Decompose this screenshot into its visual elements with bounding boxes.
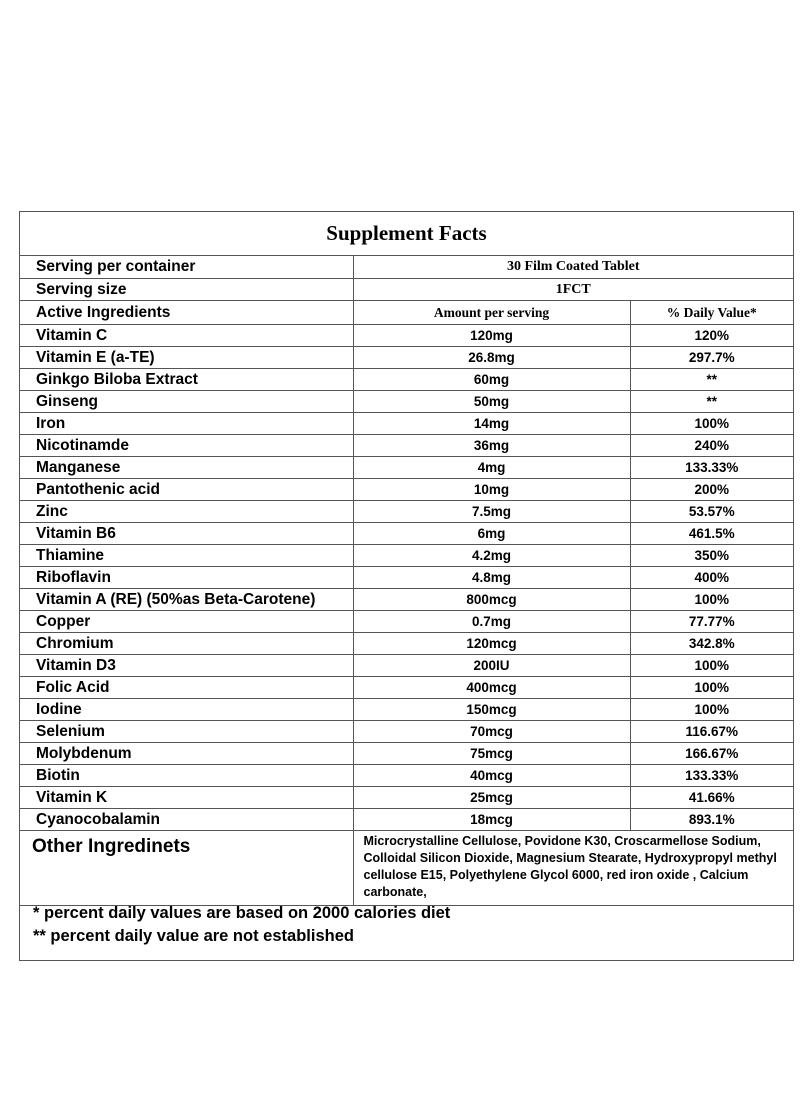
- ingredient-daily-value: 53.57%: [630, 501, 793, 523]
- ingredient-amount: 18mcg: [353, 809, 630, 831]
- ingredient-name: Cyanocobalamin: [20, 809, 353, 831]
- ingredient-daily-value: **: [630, 391, 793, 413]
- ingredient-row: [20, 677, 793, 699]
- ingredient-row: [20, 479, 793, 501]
- ingredient-name: Molybdenum: [20, 743, 353, 765]
- serving-per-container-value: 30 Film Coated Tablet: [353, 255, 793, 279]
- ingredient-amount: 36mg: [353, 435, 630, 457]
- ingredient-row: [20, 435, 793, 457]
- ingredient-amount: 4.8mg: [353, 567, 630, 589]
- ingredient-row: [20, 523, 793, 545]
- ingredient-name: Iodine: [20, 699, 353, 721]
- ingredient-row: [20, 721, 793, 743]
- ingredient-daily-value: 297.7%: [630, 347, 793, 369]
- ingredient-daily-value: 350%: [630, 545, 793, 567]
- ingredient-name: Ginkgo Biloba Extract: [20, 369, 353, 391]
- ingredient-row: [20, 545, 793, 567]
- serving-size-row: [20, 279, 793, 301]
- ingredient-name: Vitamin K: [20, 787, 353, 809]
- ingredient-row: [20, 765, 793, 787]
- ingredient-name: Vitamin E (a-TE): [20, 347, 353, 369]
- ingredient-daily-value: 342.8%: [630, 633, 793, 655]
- serving-size-label: Serving size: [20, 279, 353, 301]
- serving-per-container-label: Serving per container: [20, 255, 353, 279]
- ingredient-name: Selenium: [20, 721, 353, 743]
- ingredient-name: Nicotinamde: [20, 435, 353, 457]
- ingredient-daily-value: 893.1%: [630, 809, 793, 831]
- ingredient-daily-value: 133.33%: [630, 765, 793, 787]
- active-ingredients-header: Active Ingredients: [20, 301, 353, 325]
- ingredient-amount: 70mcg: [353, 721, 630, 743]
- ingredient-name: Copper: [20, 611, 353, 633]
- ingredient-daily-value: 116.67%: [630, 721, 793, 743]
- ingredient-name: Iron: [20, 413, 353, 435]
- panel-title: Supplement Facts: [20, 212, 793, 256]
- ingredient-amount: 10mg: [353, 479, 630, 501]
- ingredient-amount: 4.2mg: [353, 545, 630, 567]
- ingredient-name: Vitamin B6: [20, 523, 353, 545]
- footnote: ** percent daily value are not established: [33, 927, 354, 945]
- ingredient-amount: 25mcg: [353, 787, 630, 809]
- ingredient-name: Pantothenic acid: [20, 479, 353, 501]
- ingredient-amount: 0.7mg: [353, 611, 630, 633]
- ingredient-daily-value: 100%: [630, 655, 793, 677]
- ingredient-amount: 120mg: [353, 325, 630, 347]
- amount-header: Amount per serving: [353, 301, 630, 325]
- ingredient-daily-value: 77.77%: [630, 611, 793, 633]
- other-ingredients-row: [20, 831, 793, 906]
- ingredient-row: [20, 633, 793, 655]
- ingredient-amount: 150mcg: [353, 699, 630, 721]
- ingredient-daily-value: 41.66%: [630, 787, 793, 809]
- ingredient-row: [20, 347, 793, 369]
- ingredient-name: Thiamine: [20, 545, 353, 567]
- daily-value-header: % Daily Value*: [630, 301, 793, 325]
- ingredient-name: Chromium: [20, 633, 353, 655]
- ingredient-row: [20, 699, 793, 721]
- ingredient-daily-value: 120%: [630, 325, 793, 347]
- ingredient-daily-value: 240%: [630, 435, 793, 457]
- ingredient-name: Riboflavin: [20, 567, 353, 589]
- facts-table: [20, 255, 793, 906]
- ingredient-row: [20, 611, 793, 633]
- supplement-facts-panel: [19, 211, 794, 961]
- ingredient-row: [20, 809, 793, 831]
- ingredient-row: [20, 787, 793, 809]
- other-ingredients-text: Microcrystalline Cellulose, Povidone K30, Croscarmellose Sodium, Colloidal Silicon Dioxide, Magnesium Stearate, Hydroxypropyl methyl cellulose E15, Polyethylene Glycol 6000, red iron oxide , Calcium carbonate,: [353, 831, 793, 906]
- ingredient-name: Ginseng: [20, 391, 353, 413]
- footnotes: [20, 902, 793, 948]
- ingredient-daily-value: 100%: [630, 699, 793, 721]
- ingredient-daily-value: 100%: [630, 413, 793, 435]
- ingredient-name: Vitamin A (RE) (50%as Beta-Carotene): [20, 589, 353, 611]
- ingredient-name: Manganese: [20, 457, 353, 479]
- ingredient-amount: 60mg: [353, 369, 630, 391]
- ingredient-amount: 75mcg: [353, 743, 630, 765]
- ingredient-daily-value: 400%: [630, 567, 793, 589]
- ingredient-row: [20, 457, 793, 479]
- ingredient-daily-value: 200%: [630, 479, 793, 501]
- ingredient-name: Folic Acid: [20, 677, 353, 699]
- footnote: * percent daily values are based on 2000 calories diet: [33, 904, 451, 922]
- ingredient-amount: 400mcg: [353, 677, 630, 699]
- ingredient-row: [20, 589, 793, 611]
- ingredient-daily-value: 166.67%: [630, 743, 793, 765]
- ingredient-row: [20, 413, 793, 435]
- ingredient-amount: 26.8mg: [353, 347, 630, 369]
- ingredient-daily-value: **: [630, 369, 793, 391]
- ingredient-row: [20, 325, 793, 347]
- ingredient-amount: 200IU: [353, 655, 630, 677]
- ingredient-row: [20, 501, 793, 523]
- ingredient-daily-value: 133.33%: [630, 457, 793, 479]
- ingredient-name: Vitamin D3: [20, 655, 353, 677]
- ingredient-row: [20, 567, 793, 589]
- ingredient-row: [20, 391, 793, 413]
- ingredient-daily-value: 100%: [630, 589, 793, 611]
- header-row: [20, 301, 793, 325]
- ingredient-amount: 14mg: [353, 413, 630, 435]
- serving-per-container-row: [20, 255, 793, 279]
- ingredient-amount: 7.5mg: [353, 501, 630, 523]
- ingredient-amount: 40mcg: [353, 765, 630, 787]
- ingredient-name: Biotin: [20, 765, 353, 787]
- ingredient-row: [20, 655, 793, 677]
- ingredient-amount: 4mg: [353, 457, 630, 479]
- ingredient-amount: 800mcg: [353, 589, 630, 611]
- ingredient-amount: 50mg: [353, 391, 630, 413]
- ingredient-row: [20, 369, 793, 391]
- ingredient-daily-value: 100%: [630, 677, 793, 699]
- other-ingredients-label: Other Ingredinets: [20, 831, 353, 906]
- ingredient-name: Vitamin C: [20, 325, 353, 347]
- ingredient-amount: 120mcg: [353, 633, 630, 655]
- ingredient-row: [20, 743, 793, 765]
- ingredient-daily-value: 461.5%: [630, 523, 793, 545]
- ingredient-name: Zinc: [20, 501, 353, 523]
- ingredient-amount: 6mg: [353, 523, 630, 545]
- serving-size-value: 1FCT: [353, 279, 793, 301]
